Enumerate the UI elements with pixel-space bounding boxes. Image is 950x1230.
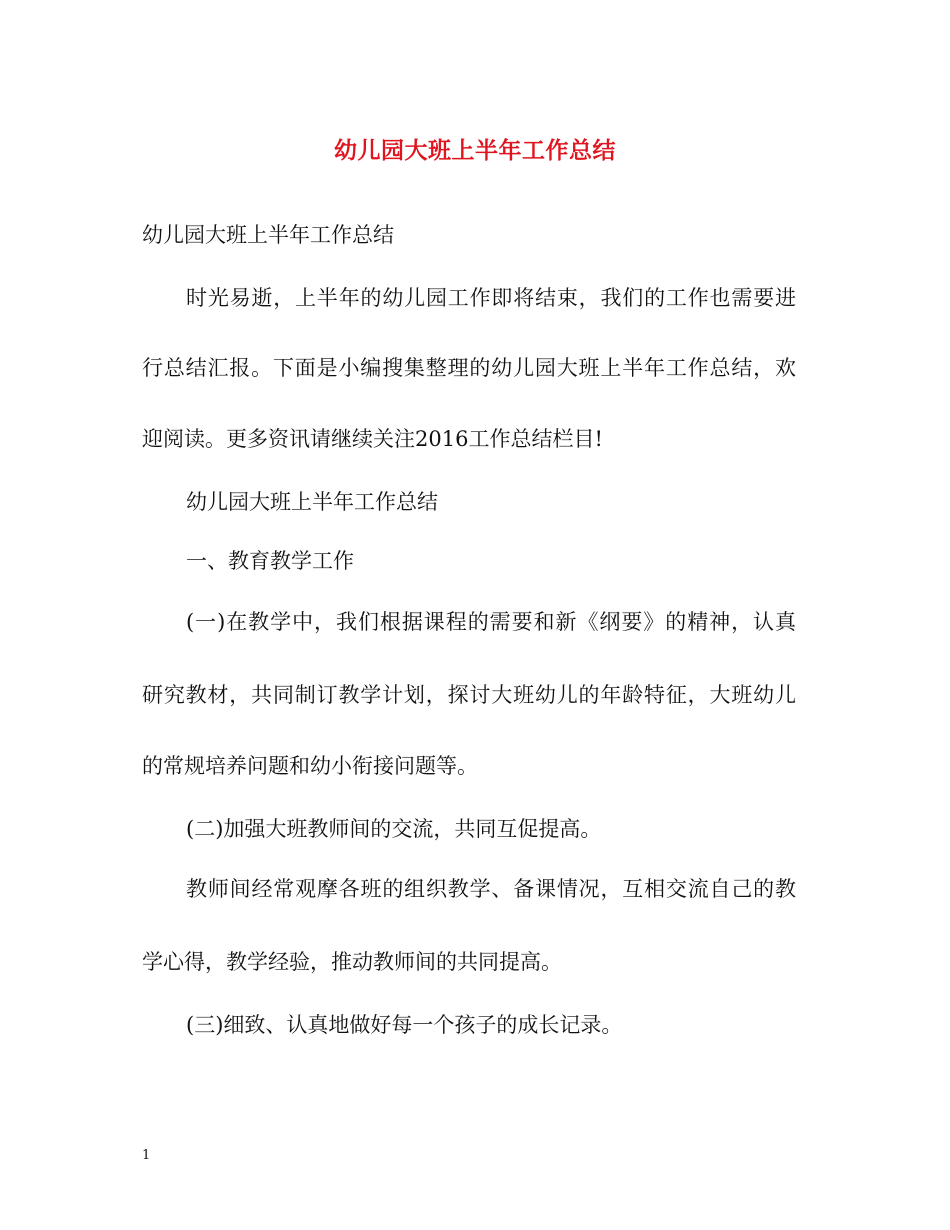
paragraph-line: 教师间经常观摩各班的组织教学、备课情况，互相交流自己的教 [186, 877, 796, 901]
paragraph-line: 时光易逝，上半年的幼儿园工作即将结束，我们的工作也需要进 [186, 286, 796, 310]
section-heading: 幼儿园大班上半年工作总结 [186, 490, 438, 514]
paragraph-line: 学心得，教学经验，推动教师间的共同提高。 [142, 950, 562, 974]
page-number: 1 [142, 1148, 151, 1163]
paragraph-line: 的常规培养问题和幼小衔接问题等。 [142, 754, 478, 778]
paragraph-line: 研究教材，共同制订教学计划，探讨大班幼儿的年龄特征，大班幼儿 [142, 683, 796, 707]
section-heading: 一、教育教学工作 [186, 549, 354, 573]
paragraph-line: (二)加强大班教师间的交流，共同互促提高。 [186, 817, 602, 841]
subtitle-line: 幼儿园大班上半年工作总结 [142, 223, 394, 247]
paragraph-line: 行总结汇报。下面是小编搜集整理的幼儿园大班上半年工作总结，欢 [142, 356, 796, 380]
paragraph-line: 迎阅读。更多资讯请继续关注2016工作总结栏目! [142, 427, 603, 451]
paragraph-line: (三)细致、认真地做好每一个孩子的成长记录。 [186, 1013, 623, 1037]
paragraph-line: (一)在教学中，我们根据课程的需要和新《纲要》的精神，认真 [186, 610, 796, 634]
document-title: 幼儿园大班上半年工作总结 [334, 137, 616, 164]
